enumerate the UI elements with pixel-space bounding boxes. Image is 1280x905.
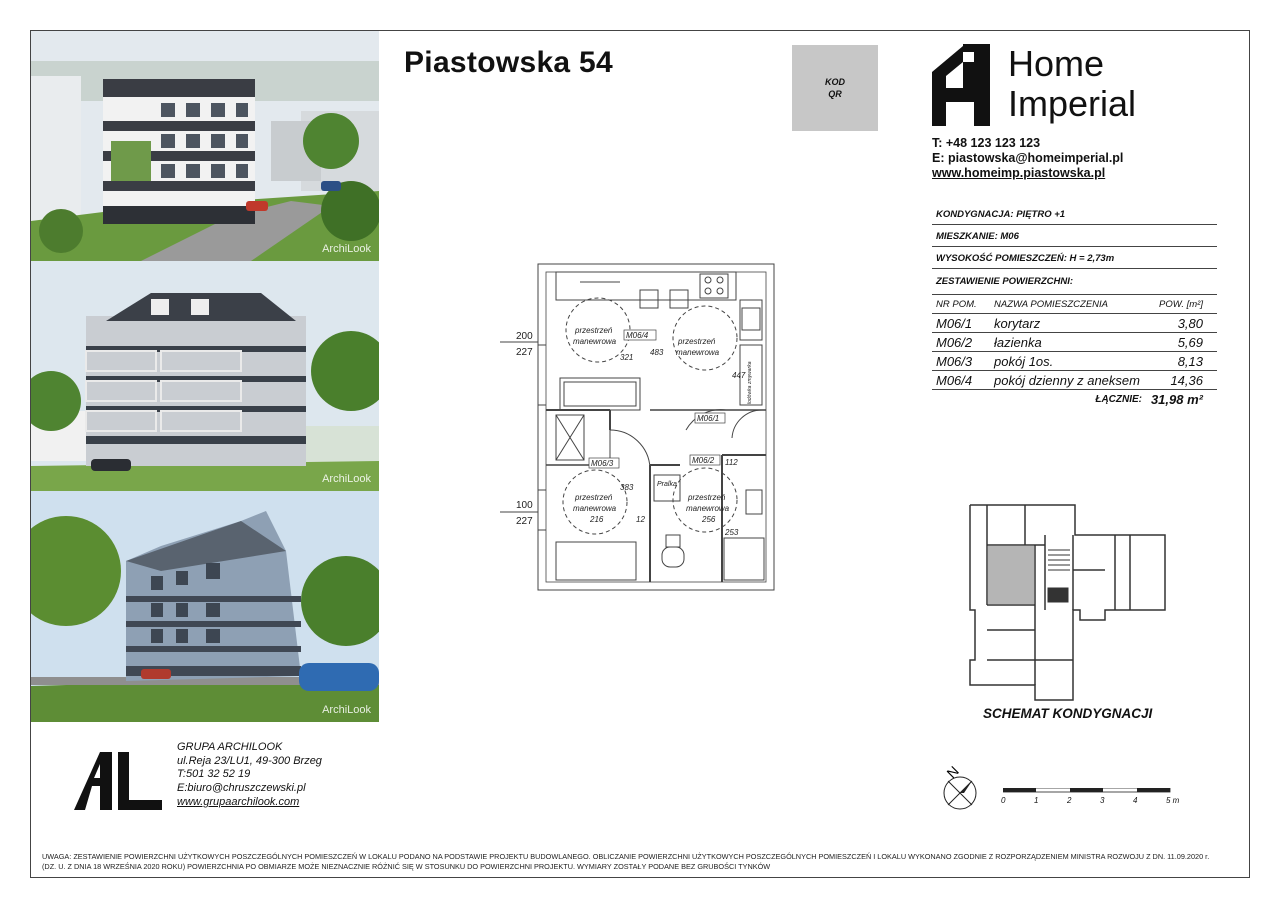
- table-row: [932, 352, 1217, 371]
- contact-phone: T: +48 123 123 123: [932, 136, 1041, 150]
- apartment-floor-plan: [500, 260, 785, 595]
- notice-line1: UWAGA: ZESTAWIENIE POWIERZCHNI UŻYTKOWYCH POSZCZEGÓLNYCH POMIESZCZEŃ W LOKALU PODANO NA PODSTAWIE PROJEKTU BUDOWLANEGO. OBLICZANIE POWIERZCHNI UŻYTKOWYCH POSZCZEGÓLNYCH POMIESZCZEŃ I LOKALU WYKONANO ZGODNIE Z ROZPORZĄDZENIEM MINISTRA ROZWOJU Z DN. 11.09.2020 r.: [42, 852, 1210, 861]
- rooms-table-header: [932, 295, 1217, 314]
- brand-name-line2: Imperial: [1008, 83, 1137, 124]
- dim-label: 227: [516, 516, 533, 527]
- room-area: 8,13: [1146, 352, 1217, 371]
- company-phone: T:501 32 52 19: [177, 768, 251, 781]
- apartment-info: [932, 203, 1217, 408]
- building-render-street: [31, 491, 379, 722]
- lodowka-label: lodówka: [747, 385, 753, 404]
- room-name: korytarz: [990, 314, 1146, 333]
- plan-tag-m063: M06/3: [591, 459, 614, 468]
- dim-label: 447: [732, 371, 746, 380]
- dim-label: 200: [516, 331, 533, 342]
- dim-label: 216: [590, 515, 604, 524]
- architect-info: [177, 741, 322, 810]
- room-nr: M06/4: [932, 371, 990, 390]
- brand-name-line1: Home: [1008, 43, 1105, 84]
- room-area: 14,36: [1146, 371, 1217, 390]
- watermark: ArchiLook: [322, 243, 371, 255]
- scale-tick: 0: [1001, 796, 1006, 805]
- contact-info: [932, 136, 1123, 181]
- room-name: łazienka: [990, 333, 1146, 352]
- building-render-aerial: [31, 31, 379, 261]
- dim-label: 12: [636, 515, 645, 524]
- room-height: WYSOKOŚĆ POMIESZCZEŃ: H = 2,73m: [932, 247, 1217, 269]
- rooms-table: [932, 295, 1217, 408]
- total-row: [932, 390, 1217, 409]
- company-website-link[interactable]: www.grupaarchilook.com: [177, 795, 300, 808]
- brand-logo: [932, 43, 1137, 131]
- brand-name: [1008, 44, 1136, 124]
- scale-tick: 5 m: [1166, 796, 1180, 805]
- dim-label: 100: [516, 500, 533, 511]
- plan-tag-m062: M06/2: [692, 456, 715, 465]
- scale-bar: [1003, 788, 1178, 798]
- maneuver-label: manewrowa: [573, 504, 617, 513]
- archilook-logo: [74, 750, 164, 812]
- qr-code-placeholder: [792, 45, 878, 131]
- disclaimer-notice: [42, 852, 1242, 872]
- maneuver-label: przestrzeń: [688, 493, 726, 502]
- room-area: 5,69: [1146, 333, 1217, 352]
- schematic-label: SCHEMAT KONDYGNACJI: [983, 706, 1153, 721]
- maneuver-label: przestrzeń: [678, 337, 716, 346]
- maneuver-label: przestrzeń: [575, 326, 613, 335]
- watermark: ArchiLook: [322, 704, 371, 716]
- plan-tag-m064: M06/4: [626, 331, 649, 340]
- table-row: [932, 333, 1217, 352]
- room-nr: M06/2: [932, 333, 990, 352]
- col-nr: NR POM.: [932, 295, 990, 314]
- scale-tick: 3: [1100, 796, 1105, 805]
- maneuver-label: manewrowa: [686, 504, 730, 513]
- total-value: 31,98 m²: [1150, 391, 1203, 407]
- maneuver-label: manewrowa: [573, 337, 617, 346]
- qr-label-line2: QR: [828, 89, 842, 99]
- dim-label: 253: [725, 528, 739, 537]
- contact-email[interactable]: E: piastowska@homeimperial.pl: [932, 151, 1124, 165]
- maneuver-label: manewrowa: [676, 348, 720, 357]
- room-name: pokój 1os.: [990, 352, 1146, 371]
- room-nr: M06/1: [932, 314, 990, 333]
- dim-label: 321: [620, 353, 634, 362]
- room-name: pokój dzienny z aneksem: [990, 371, 1146, 390]
- notice-line2: (DZ. U. Z DNIA 18 WRZEŚNIA 2020 ROKU) POWIERZCHNIA PO OBMIARZE MOŻE NIEZNACZNIE RÓŻNIĆ SIĘ W STOSUNKU DO POWIERZCHNI PROJEKTU. WYMIARY ZOSTAŁY PODANE BEZ GRUBOŚCI TYNKÓW: [42, 862, 771, 871]
- zmywarka-label: zmywarka: [747, 361, 753, 384]
- company-email[interactable]: E:biuro@chruszczewski.pl: [177, 782, 306, 795]
- dim-label: 483: [650, 348, 664, 357]
- dim-label: 227: [516, 347, 533, 358]
- pralka-label: Pralka: [657, 481, 677, 488]
- table-row: [932, 371, 1217, 390]
- room-nr: M06/3: [932, 352, 990, 371]
- north-label: N: [943, 762, 962, 782]
- scale-tick: 1: [1034, 796, 1039, 805]
- dim-label: 383: [620, 483, 634, 492]
- maneuver-label: przestrzeń: [575, 493, 613, 502]
- col-area: POW. [m²]: [1146, 295, 1217, 314]
- apartment-number: MIESZKANIE: M06: [932, 225, 1217, 247]
- total-label: ŁĄCZNIE:: [1095, 393, 1143, 405]
- company-address: ul.Reja 23/LU1, 49-300 Brzeg: [177, 754, 322, 767]
- home-imperial-house-icon: [932, 44, 994, 126]
- building-render-balconies: [31, 261, 379, 491]
- qr-label-line1: KOD: [825, 77, 845, 87]
- contact-website-link[interactable]: www.homeimp.piastowska.pl: [932, 166, 1106, 180]
- dim-label: 256: [702, 515, 716, 524]
- scale-tick: 4: [1133, 796, 1138, 805]
- page-title: Piastowska 54: [404, 46, 614, 79]
- floor-schematic: [965, 500, 1170, 705]
- room-area: 3,80: [1146, 314, 1217, 333]
- rendering-photos: [31, 31, 379, 722]
- table-row: [932, 314, 1217, 333]
- plan-tag-m061: M06/1: [697, 414, 720, 423]
- company-name: GRUPA ARCHILOOK: [177, 741, 283, 753]
- summary-title: ZESTAWIENIE POWIERZCHNI:: [932, 269, 1217, 295]
- dim-label: 112: [725, 458, 738, 467]
- watermark: ArchiLook: [322, 473, 371, 485]
- north-arrow-icon: [938, 760, 988, 815]
- scale-tick: 2: [1067, 796, 1072, 805]
- floor-info: KONDYGNACJA: PIĘTRO +1: [932, 203, 1217, 225]
- col-name: NAZWA POMIESZCZENIA: [990, 295, 1146, 314]
